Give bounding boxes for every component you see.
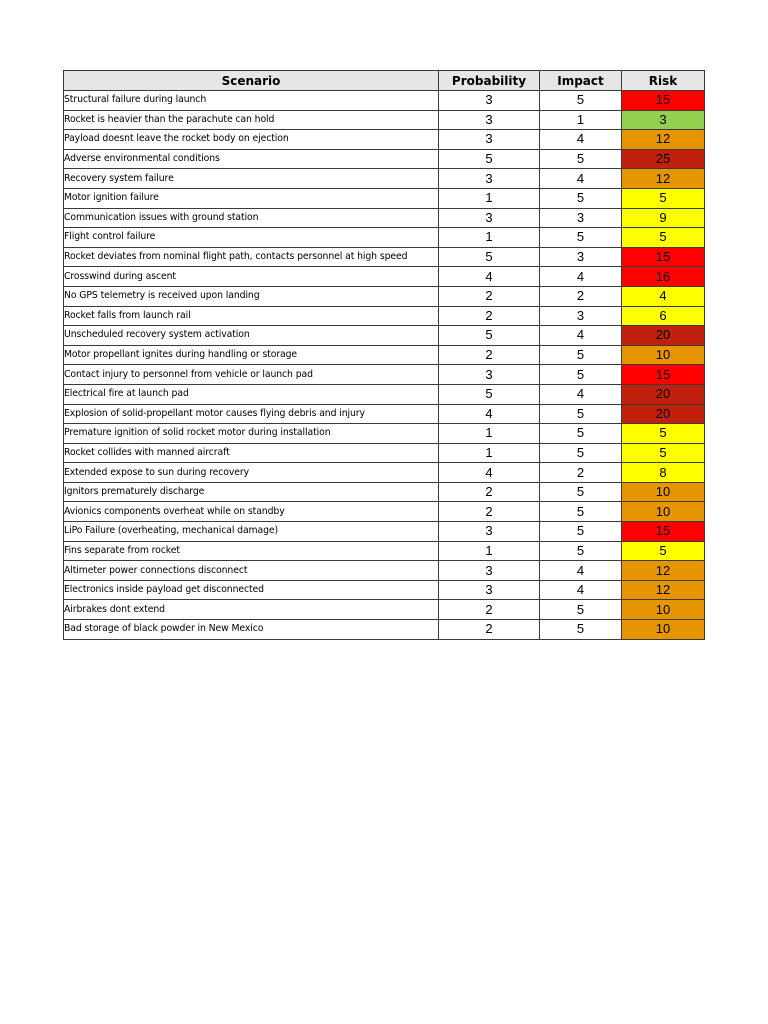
- table-header-row: [64, 71, 705, 91]
- impact-cell: 3: [540, 306, 622, 326]
- probability-cell: 2: [439, 482, 540, 502]
- probability-cell: 1: [439, 424, 540, 444]
- impact-cell: 5: [540, 365, 622, 385]
- impact-cell: 4: [540, 169, 622, 189]
- scenario-cell: LiPo Failure (overheating, mechanical damage): [64, 522, 439, 542]
- probability-cell: 2: [439, 345, 540, 365]
- scenario-cell: Extended expose to sun during recovery: [64, 463, 439, 483]
- risk-cell: 10: [622, 600, 705, 620]
- risk-cell: 12: [622, 130, 705, 150]
- table-row: [64, 541, 705, 561]
- risk-cell: 15: [622, 365, 705, 385]
- risk-cell: 20: [622, 404, 705, 424]
- table-row: [64, 169, 705, 189]
- probability-cell: 5: [439, 326, 540, 346]
- probability-cell: 4: [439, 267, 540, 287]
- probability-cell: 3: [439, 130, 540, 150]
- impact-cell: 5: [540, 620, 622, 640]
- scenario-cell: Unscheduled recovery system activation: [64, 326, 439, 346]
- impact-cell: 5: [540, 91, 622, 111]
- table-row: [64, 522, 705, 542]
- scenario-cell: Bad storage of black powder in New Mexico: [64, 620, 439, 640]
- table-row: [64, 443, 705, 463]
- scenario-cell: Payload doesnt leave the rocket body on ejection: [64, 130, 439, 150]
- scenario-cell: Contact injury to personnel from vehicle or launch pad: [64, 365, 439, 385]
- header-probability: Probability: [439, 71, 540, 91]
- scenario-cell: Altimeter power connections disconnect: [64, 561, 439, 581]
- risk-cell: 10: [622, 345, 705, 365]
- impact-cell: 5: [540, 188, 622, 208]
- probability-cell: 1: [439, 541, 540, 561]
- table-row: [64, 424, 705, 444]
- probability-cell: 3: [439, 169, 540, 189]
- probability-cell: 3: [439, 365, 540, 385]
- probability-cell: 3: [439, 561, 540, 581]
- impact-cell: 4: [540, 130, 622, 150]
- scenario-cell: Adverse environmental conditions: [64, 149, 439, 169]
- table-row: [64, 149, 705, 169]
- risk-cell: 20: [622, 384, 705, 404]
- risk-cell: 20: [622, 326, 705, 346]
- table-row: [64, 384, 705, 404]
- header-scenario: Scenario: [64, 71, 439, 91]
- impact-cell: 4: [540, 580, 622, 600]
- scenario-cell: Rocket deviates from nominal flight path, contacts personnel at high speed: [64, 247, 439, 267]
- scenario-cell: Ignitors prematurely discharge: [64, 482, 439, 502]
- impact-cell: 5: [540, 345, 622, 365]
- risk-cell: 16: [622, 267, 705, 287]
- impact-cell: 5: [540, 522, 622, 542]
- table-row: [64, 91, 705, 111]
- table-row: [64, 404, 705, 424]
- impact-cell: 5: [540, 541, 622, 561]
- risk-cell: 25: [622, 149, 705, 169]
- table-row: [64, 110, 705, 130]
- table-row: [64, 208, 705, 228]
- impact-cell: 5: [540, 443, 622, 463]
- probability-cell: 2: [439, 620, 540, 640]
- probability-cell: 1: [439, 443, 540, 463]
- probability-cell: 1: [439, 228, 540, 248]
- risk-cell: 5: [622, 228, 705, 248]
- risk-cell: 15: [622, 522, 705, 542]
- table-row: [64, 326, 705, 346]
- header-risk: Risk: [622, 71, 705, 91]
- table-row: [64, 286, 705, 306]
- table-row: [64, 482, 705, 502]
- risk-cell: 5: [622, 424, 705, 444]
- risk-cell: 15: [622, 91, 705, 111]
- probability-cell: 3: [439, 110, 540, 130]
- scenario-cell: Airbrakes dont extend: [64, 600, 439, 620]
- impact-cell: 4: [540, 384, 622, 404]
- scenario-cell: Motor propellant ignites during handling or storage: [64, 345, 439, 365]
- probability-cell: 2: [439, 286, 540, 306]
- table-row: [64, 580, 705, 600]
- impact-cell: 5: [540, 424, 622, 444]
- risk-cell: 5: [622, 541, 705, 561]
- header-impact: Impact: [540, 71, 622, 91]
- scenario-cell: Rocket falls from launch rail: [64, 306, 439, 326]
- probability-cell: 2: [439, 502, 540, 522]
- impact-cell: 5: [540, 149, 622, 169]
- scenario-cell: Recovery system failure: [64, 169, 439, 189]
- risk-cell: 10: [622, 620, 705, 640]
- scenario-cell: Structural failure during launch: [64, 91, 439, 111]
- impact-cell: 3: [540, 247, 622, 267]
- impact-cell: 5: [540, 228, 622, 248]
- risk-cell: 5: [622, 443, 705, 463]
- scenario-cell: Avionics components overheat while on standby: [64, 502, 439, 522]
- scenario-cell: Electrical fire at launch pad: [64, 384, 439, 404]
- probability-cell: 1: [439, 188, 540, 208]
- impact-cell: 2: [540, 463, 622, 483]
- impact-cell: 5: [540, 502, 622, 522]
- impact-cell: 4: [540, 326, 622, 346]
- scenario-cell: Premature ignition of solid rocket motor during installation: [64, 424, 439, 444]
- impact-cell: 5: [540, 600, 622, 620]
- risk-cell: 10: [622, 502, 705, 522]
- table-row: [64, 365, 705, 385]
- table-body: [64, 91, 705, 640]
- table-row: [64, 463, 705, 483]
- table-row: [64, 130, 705, 150]
- scenario-cell: Rocket collides with manned aircraft: [64, 443, 439, 463]
- probability-cell: 5: [439, 384, 540, 404]
- risk-cell: 12: [622, 169, 705, 189]
- impact-cell: 3: [540, 208, 622, 228]
- probability-cell: 2: [439, 600, 540, 620]
- probability-cell: 5: [439, 149, 540, 169]
- risk-cell: 8: [622, 463, 705, 483]
- scenario-cell: Rocket is heavier than the parachute can hold: [64, 110, 439, 130]
- table-row: [64, 188, 705, 208]
- probability-cell: 4: [439, 463, 540, 483]
- risk-cell: 4: [622, 286, 705, 306]
- probability-cell: 4: [439, 404, 540, 424]
- impact-cell: 1: [540, 110, 622, 130]
- probability-cell: 3: [439, 522, 540, 542]
- table-row: [64, 620, 705, 640]
- risk-cell: 10: [622, 482, 705, 502]
- table-row: [64, 345, 705, 365]
- table-row: [64, 600, 705, 620]
- risk-cell: 5: [622, 188, 705, 208]
- risk-cell: 9: [622, 208, 705, 228]
- risk-cell: 6: [622, 306, 705, 326]
- impact-cell: 2: [540, 286, 622, 306]
- table-row: [64, 306, 705, 326]
- probability-cell: 5: [439, 247, 540, 267]
- risk-cell: 12: [622, 580, 705, 600]
- scenario-cell: Flight control failure: [64, 228, 439, 248]
- scenario-cell: Electronics inside payload get disconnected: [64, 580, 439, 600]
- impact-cell: 4: [540, 561, 622, 581]
- probability-cell: 3: [439, 91, 540, 111]
- impact-cell: 4: [540, 267, 622, 287]
- table-row: [64, 561, 705, 581]
- risk-cell: 15: [622, 247, 705, 267]
- scenario-cell: Communication issues with ground station: [64, 208, 439, 228]
- scenario-cell: Explosion of solid-propellant motor causes flying debris and injury: [64, 404, 439, 424]
- impact-cell: 5: [540, 404, 622, 424]
- scenario-cell: Crosswind during ascent: [64, 267, 439, 287]
- scenario-cell: Motor ignition failure: [64, 188, 439, 208]
- impact-cell: 5: [540, 482, 622, 502]
- risk-cell: 3: [622, 110, 705, 130]
- probability-cell: 3: [439, 580, 540, 600]
- risk-cell: 12: [622, 561, 705, 581]
- scenario-cell: No GPS telemetry is received upon landing: [64, 286, 439, 306]
- table-row: [64, 267, 705, 287]
- table-row: [64, 502, 705, 522]
- scenario-cell: Fins separate from rocket: [64, 541, 439, 561]
- probability-cell: 3: [439, 208, 540, 228]
- probability-cell: 2: [439, 306, 540, 326]
- table-row: [64, 247, 705, 267]
- table-row: [64, 228, 705, 248]
- risk-assessment-table: [63, 70, 705, 640]
